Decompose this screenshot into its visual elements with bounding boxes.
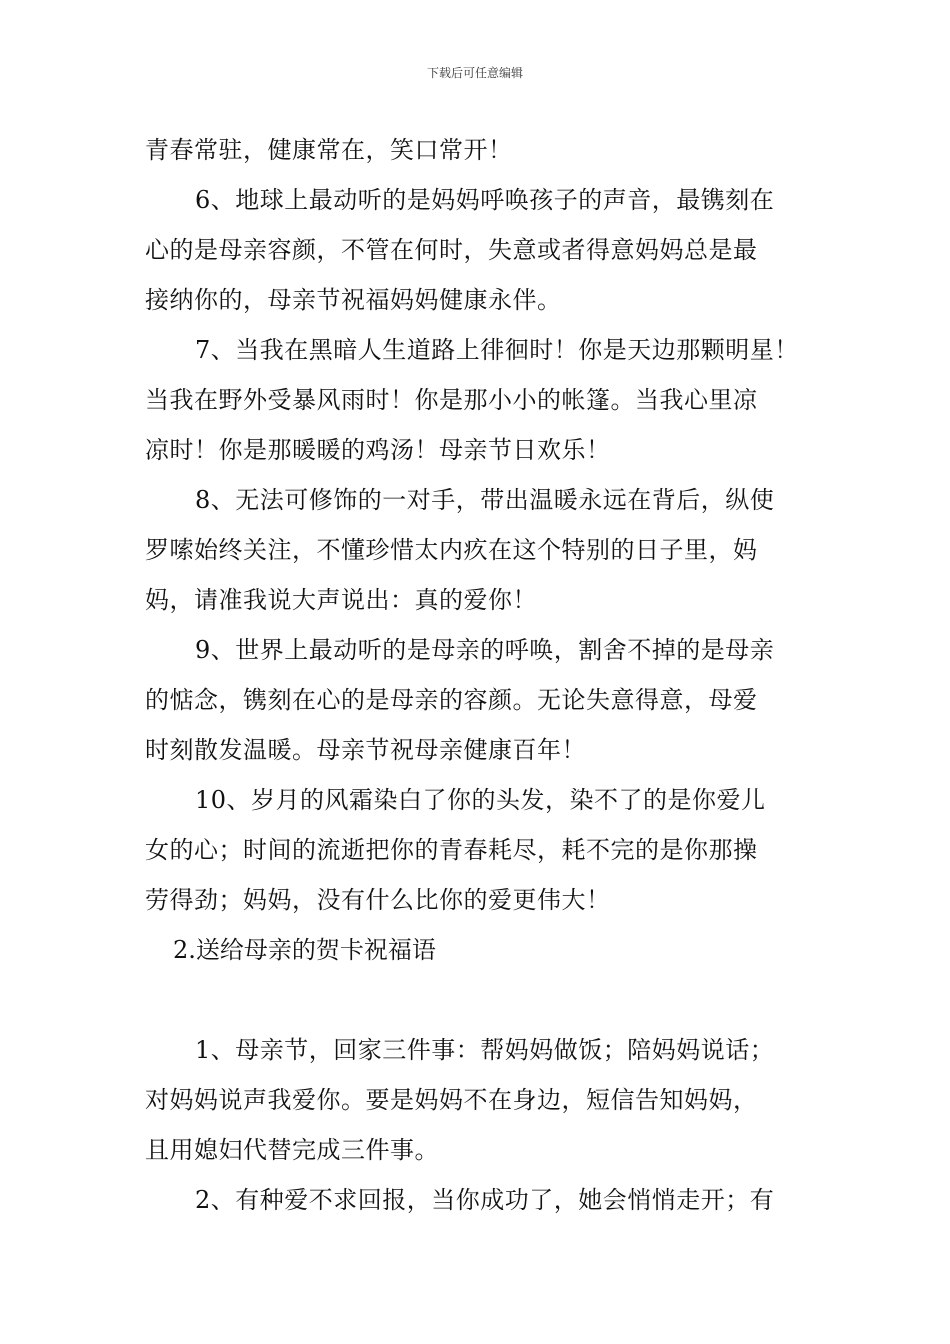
text-line: 8、无法可修饰的一对手，带出温暖永远在背后，纵使 xyxy=(195,486,775,514)
text-block-wishes xyxy=(145,125,835,925)
text-line: 10、岁月的风霜染白了你的头发，染不了的是你爱儿 xyxy=(195,786,766,814)
text-line: 罗嗦始终关注，不懂珍惜太内疚在这个特别的日子里，妈 xyxy=(145,536,758,564)
text-line: 时刻散发温暖。母亲节祝母亲健康百年！ xyxy=(145,736,586,764)
text-line: 7、当我在黑暗人生道路上徘徊时！你是天边那颗明星！ xyxy=(195,336,799,364)
text-line: 女的心；时间的流逝把你的青春耗尽，耗不完的是你那操 xyxy=(145,836,758,864)
section-heading: 2.送给母亲的贺卡祝福语 xyxy=(173,936,436,964)
text-line: 妈，请准我说大声说出：真的爱你！ xyxy=(145,586,537,614)
text-line: 心的是母亲容颜，不管在何时，失意或者得意妈妈总是最 xyxy=(145,236,758,264)
blank-line xyxy=(145,975,835,1025)
text-line: 的惦念，镌刻在心的是母亲的容颜。无论失意得意，母爱 xyxy=(145,686,758,714)
text-line: 9、世界上最动听的是母亲的呼唤，割舍不掉的是母亲 xyxy=(195,636,775,664)
text-line: 1、母亲节，回家三件事：帮妈妈做饭；陪妈妈说话； xyxy=(195,1036,775,1064)
text-line: 劳得劲；妈妈，没有什么比你的爱更伟大！ xyxy=(145,886,611,914)
document-body xyxy=(145,125,835,1225)
text-line: 且用媳妇代替完成三件事。 xyxy=(145,1136,439,1164)
text-line: 青春常驻，健康常在，笑口常开！ xyxy=(145,136,513,164)
text-line: 2、有种爱不求回报，当你成功了，她会悄悄走开；有 xyxy=(195,1186,775,1214)
text-block-card-wishes xyxy=(145,1025,835,1225)
page-header-note: 下载后可任意编辑 xyxy=(426,66,523,80)
text-line: 6、地球上最动听的是妈妈呼唤孩子的声音，最镌刻在 xyxy=(195,186,775,214)
text-line: 对妈妈说声我爱你。要是妈妈不在身边，短信告知妈妈， xyxy=(145,1086,758,1114)
text-line: 接纳你的，母亲节祝福妈妈健康永伴。 xyxy=(145,286,562,314)
text-line: 凉时！你是那暖暖的鸡汤！母亲节日欢乐！ xyxy=(145,436,611,464)
text-line: 当我在野外受暴风雨时！你是那小小的帐篷。当我心里凉 xyxy=(145,386,758,414)
